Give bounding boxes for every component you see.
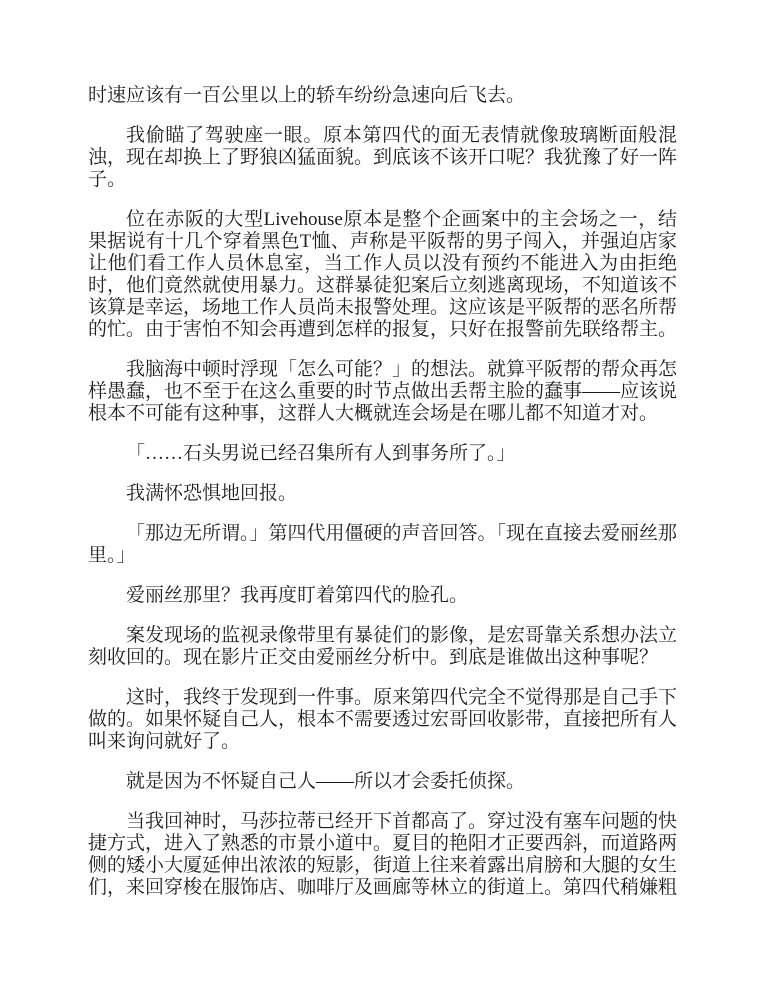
paragraph: 时速应该有一百公里以上的轿车纷纷急速向后飞去。 [88,85,526,106]
text-block [88,85,677,917]
paragraph: 这时，我终于发现到一件事。原来第四代完全不觉得那是自己手下做的。如果怀疑自己人，根本不需要透过宏哥回收影带，直接把所有人叫来询问就好了。 [88,687,678,752]
paragraph: 就是因为不怀疑自己人——所以才会委托侦探。 [126,771,526,792]
paragraph: 「……石头男说已经召集所有人到事务所了。」 [126,443,516,464]
paragraph: 爱丽丝那里？我再度盯着第四代的脸孔。 [126,585,469,606]
paragraph: 案发现场的监视录像带里有暴徒们的影像，是宏哥靠关系想办法立刻收回的。现在影片正交由爱丽丝分析中。到底是谁做出这种事呢？ [88,625,678,668]
paragraph: 当我回神时，马莎拉蒂已经开下首都高了。穿过没有塞车问题的快捷方式，进入了熟悉的市景小道中。夏目的艳阳才正要西斜，而道路两侧的矮小大厦延伸出浓浓的短影，街道上往来着露出肩膀和大腿的女生们，来回穿梭在服饰店、咖啡厅及画廊等林立的街道上。第四代稍嫌粗 [88,811,678,898]
paragraph: 我脑海中顿时浮现「怎么可能？」的想法。就算平阪帮的帮众再怎样愚蠢，也不至于在这么重要的时节点做出丢帮主脸的蠢事——应该说根本不可能有这种事，这群人大概就连会场是在哪儿都不知道才对。 [88,359,678,424]
paragraph: 「那边无所谓。」第四代用僵硬的声音回答。「现在直接去爱丽丝那里。」 [88,523,678,566]
paragraph: 我偷瞄了驾驶座一眼。原本第四代的面无表情就像玻璃断面般混浊，现在却换上了野狼凶猛面貌。到底该不该开口呢？我犹豫了好一阵子。 [88,125,678,190]
paragraph: 我满怀恐惧地回报。 [126,483,298,504]
paragraph: 位在赤阪的大型Livehouse原本是整个企画案中的主会场之一，结果据说有十几个穿着黑色T恤、声称是平阪帮的男子闯入，并强迫店家让他们看工作人员休息室，当工作人员以没有预约不能进入为由拒绝时，他们竟然就使用暴力。这群暴徒犯案后立刻逃离现场，不知道该不该算是幸运，场地工作人员尚未报警处理。这应该是平阪帮的恶名所帮的忙。由于害怕不知会再遭到怎样的报复，只好在报警前先联络帮主。 [88,209,678,340]
